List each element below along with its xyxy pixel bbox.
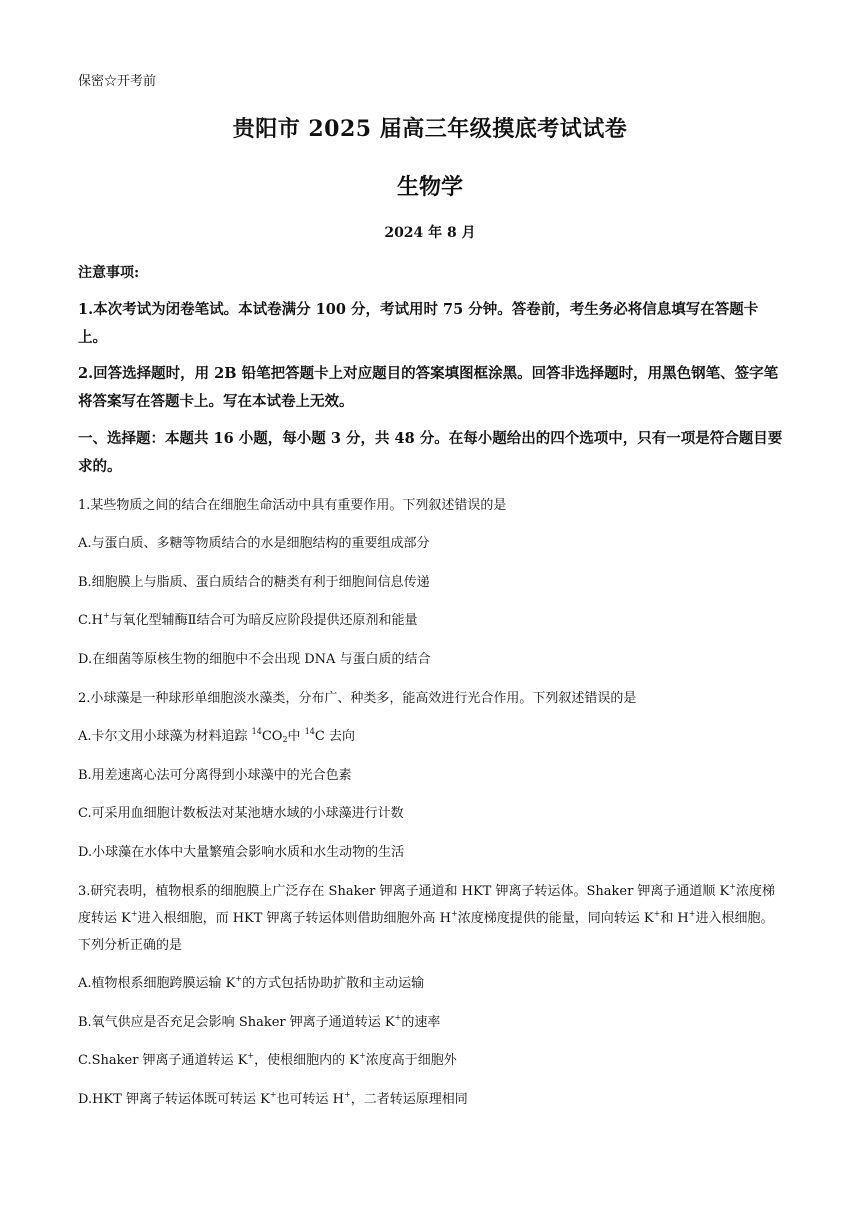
q1-option-d: D.在细菌等原核生物的细胞中不会出现 DNA 与蛋白质的结合: [78, 652, 431, 667]
q1-option-c: C.H+与氧化型辅酶Ⅱ结合可为暗反应阶段提供还原剂和能量: [78, 611, 418, 628]
notice-item-2: 2.回答选择题时，用 2B 铅笔把答题卡上对应题目的答案填图框涂黑。回答非选择题时，用黑色钢笔、签字笔将答案写在答题卡上。写在本试卷上无效。: [78, 365, 779, 410]
q1-option-b: B.细胞膜上与脂质、蛋白质结合的糖类有利于细胞间信息传递: [78, 575, 430, 590]
q3-option-d: D.HKT 钾离子转运体既可转运 K+也可转运 H+，二者转运原理相同: [78, 1090, 468, 1107]
exam-date: 2024 年 8 月: [384, 225, 476, 241]
q2-option-d: D.小球藻在水体中大量繁殖会影响水质和水生动物的生活: [78, 845, 405, 860]
q2-option-c: C.可采用血细胞计数板法对某池塘水域的小球藻进行计数: [78, 806, 404, 821]
q3-stem: 3.研究表明，植物根系的细胞膜上广泛存在 Shaker 钾离子通道和 HKT 钾离子转运体。Shaker 钾离子通道顺 K+浓度梯度转运 K+进入根细胞，而 HKT 钾离子转运体则借助细胞外高 H+浓度梯度提供的能量，同向转运 K+和 H+进入根细胞。下列分析正确的是: [78, 882, 775, 953]
q3-option-b: B.氧气供应是否充足会影响 Shaker 钾离子通道转运 K+的速率: [78, 1013, 441, 1030]
section-heading: 一、选择题：本题共 16 小题，每小题 3 分，共 48 分。在每小题给出的四个选项中，只有一项是符合题目要求的。: [78, 430, 783, 475]
notice-heading: 注意事项:: [78, 265, 140, 281]
q2-stem: 2.小球藻是一种球形单细胞淡水藻类，分布广、种类多，能高效进行光合作用。下列叙述错误的是: [78, 691, 637, 706]
confidential-mark: 保密☆开考前: [78, 74, 157, 89]
q2-option-a: A.卡尔文用小球藻为材料追踪 $^{14}CO_2$中 $^{14}$C 去向: [78, 727, 355, 744]
q2-option-b: B.用差速离心法可分离得到小球藻中的光合色素: [78, 768, 352, 783]
notice-item-1: 1.本次考试为闭卷笔试。本试卷满分 100 分，考试用时 75 分钟。答卷前，考生务必将信息填写在答题卡上。: [78, 301, 759, 346]
subject-title: 生物学: [396, 174, 463, 200]
exam-title: 贵阳市 2025 届高三年级摸底考试试卷: [232, 116, 628, 142]
q3-option-a: A.植物根系细胞跨膜运输 K+的方式包括协助扩散和主动运输: [78, 974, 425, 991]
q3-option-c: C.Shaker 钾离子通道转运 K+，使根细胞内的 K+浓度高于细胞外: [78, 1051, 457, 1068]
q1-stem: 1.某些物质之间的结合在细胞生命活动中具有重要作用。下列叙述错误的是: [78, 498, 507, 513]
q1-option-a: A.与蛋白质、多糖等物质结合的水是细胞结构的重要组成部分: [78, 536, 430, 551]
